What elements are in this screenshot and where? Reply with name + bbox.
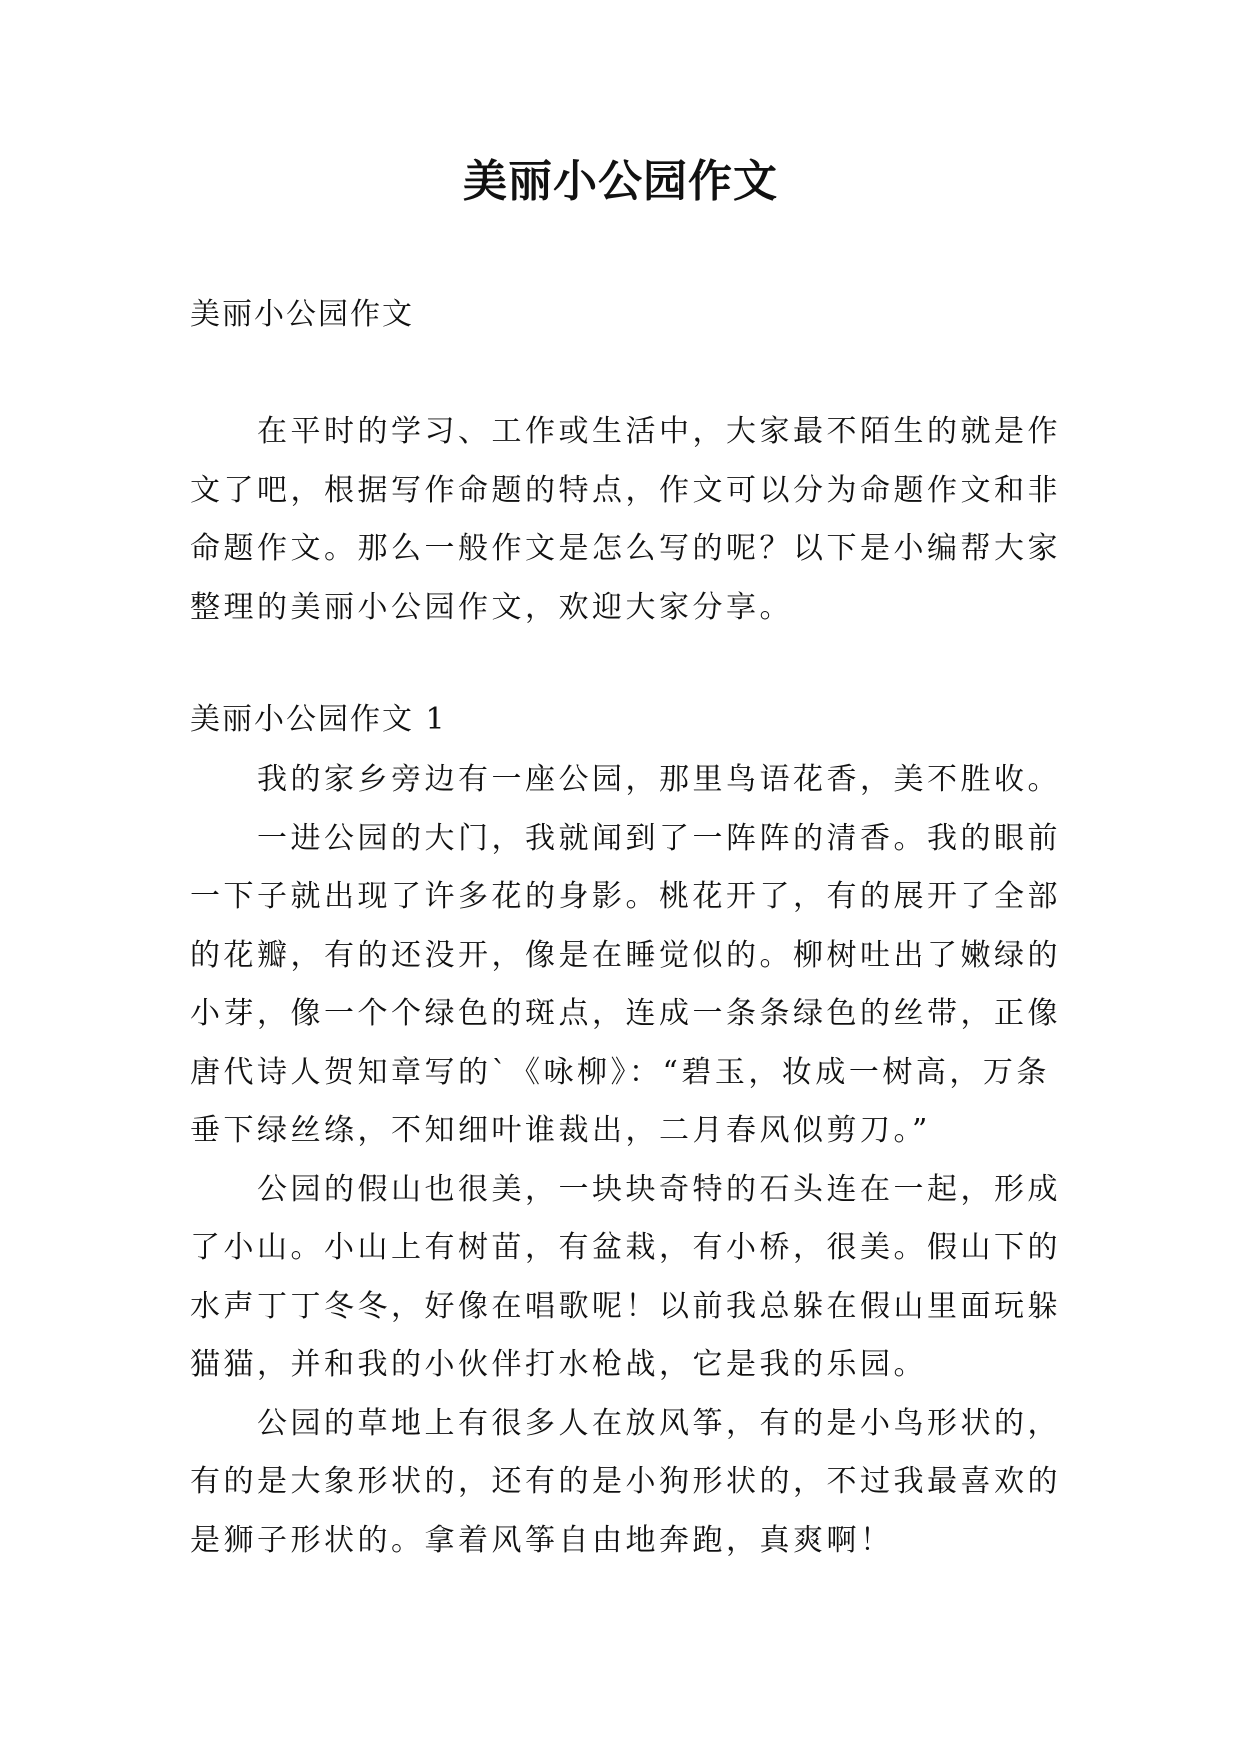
essay-body: [190, 751, 1060, 1570]
essay-line: 一下子就出现了许多花的身影。桃花开了，有的展开了全部: [190, 879, 1061, 914]
intro-line: 文了吧，根据写作命题的特点，作文可以分为命题作文和非: [190, 472, 1061, 508]
essay-line: 垂下绿丝绦，不知细叶谁裁出，二月春风似剪刀。”: [190, 1113, 931, 1148]
intro-line: 整理的美丽小公园作文，欢迎大家分享。: [190, 589, 793, 625]
essay-line: 猫猫，并和我的小伙伴打水枪战，它是我的乐园。: [190, 1347, 927, 1382]
document-subtitle: 美丽小公园作文: [190, 297, 414, 332]
essay-line: 一进公园的大门，我就闻到了一阵阵的清香。我的眼前: [257, 820, 1061, 856]
essay-line: 唐代诗人贺知章写的`《咏柳》：“碧玉，妆成一树高，万条: [190, 1054, 1050, 1090]
intro-paragraph: [190, 403, 1060, 637]
essay-line: 了小山。小山上有树苗，有盆栽，有小桥，很美。假山下的: [190, 1230, 1061, 1265]
essay-line: 水声丁丁冬冬，好像在唱歌呢！以前我总躲在假山里面玩躲: [190, 1288, 1061, 1324]
intro-line: 在平时的学习、工作或生活中，大家最不陌生的就是作: [257, 414, 1061, 449]
essay-line: 我的家乡旁边有一座公园，那里鸟语花香，美不胜收。: [257, 762, 1061, 797]
essay-line: 小芽，像一个个绿色的斑点，连成一条条绿色的丝带，正像: [190, 996, 1061, 1031]
essay-line: 公园的草地上有很多人在放风筝，有的是小鸟形状的，: [257, 1405, 1061, 1441]
essay-line: 公园的假山也很美，一块块奇特的石头连在一起，形成: [257, 1171, 1061, 1207]
essay-line: 有的是大象形状的，还有的是小狗形状的，不过我最喜欢的: [190, 1464, 1061, 1499]
document-title: 美丽小公园作文: [463, 156, 778, 207]
essay-line: 的花瓣，有的还没开，像是在睡觉似的。柳树吐出了嫩绿的: [190, 937, 1061, 973]
section-heading: 美丽小公园作文 1: [190, 702, 447, 737]
essay-line: 是狮子形状的。拿着风筝自由地奔跑，真爽啊！: [190, 1522, 894, 1558]
intro-line: 命题作文。那么一般作文是怎么写的呢？以下是小编帮大家: [190, 531, 1061, 566]
